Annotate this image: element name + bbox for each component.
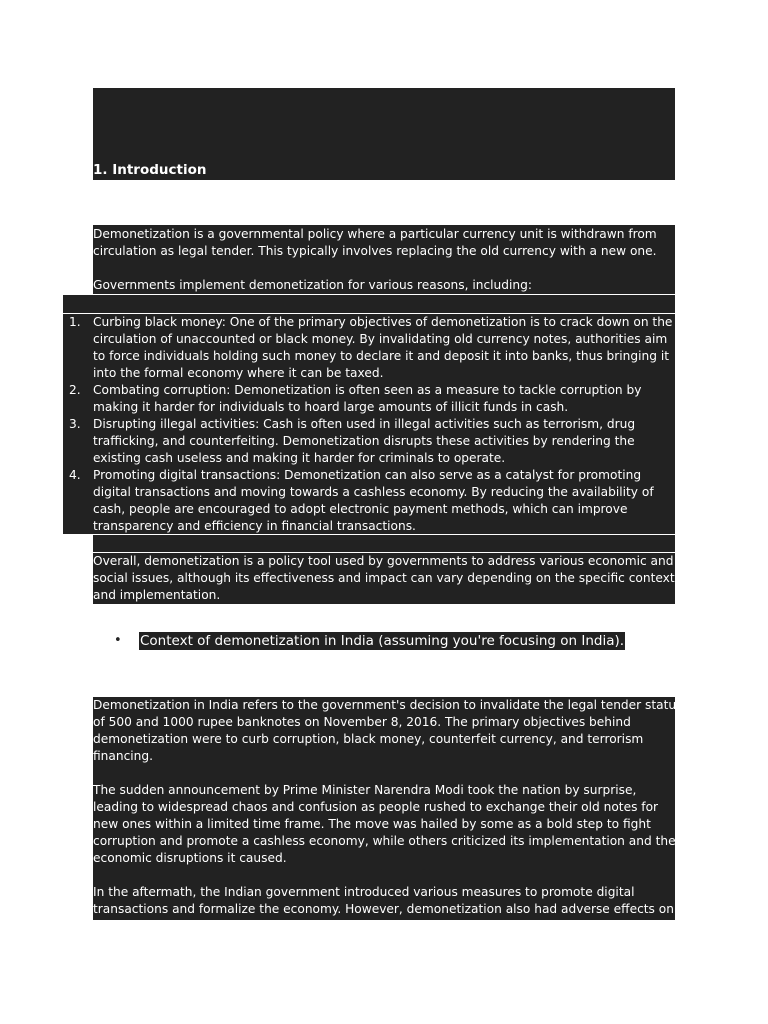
india-paragraph: Demonetization in India refers to the government's decision to invalidate the legal tender status of 500 and 1000 rupee banknotes on November 8, 2016. The primary objectives behind demonetization were to curb corruption, black money, counterfeit currency, and terrorism financing.	[93, 698, 683, 763]
list-item	[63, 467, 678, 535]
list-item-text: Promoting digital transactions: Demonetization can also serve as a catalyst for promoting digital transactions and moving towards a cashless economy. By reducing the availability of cash, people are encouraged to adopt electronic payment methods, which can improve transparency and efficiency in financial transactions.	[93, 468, 654, 533]
overall-paragraph: Overall, demonetization is a policy tool used by governments to address various economic and social issues, although its effectiveness and impact can vary depending on the specific context and implementation.	[93, 554, 675, 602]
list-item-text: Curbing black money: One of the primary objectives of demonetization is to crack down on the circulation of unaccounted or black money. By invalidating old currency notes, authorities aim to force individuals holding such money to declare it and deposit it into banks, thus bringing it into the formal economy where it can be taxed.	[93, 315, 673, 380]
reasons-list	[63, 314, 678, 535]
context-bullet-item: Context of demonetization in India (assuming you're focusing on India).	[140, 633, 625, 649]
bullet-icon: •	[114, 633, 122, 648]
list-number: 3.	[69, 417, 81, 431]
list-number: 1.	[69, 315, 81, 329]
list-item	[63, 314, 678, 382]
list-item-text: Disrupting illegal activities: Cash is often used in illegal activities such as terrorism, drug trafficking, and counterfeiting. Demonetization disrupts these activities by rendering the existing cash useless and making it harder for criminals to operate.	[93, 417, 636, 465]
list-number: 4.	[69, 468, 81, 482]
list-number: 2.	[69, 383, 81, 397]
list-item	[63, 416, 678, 467]
list-item-text: Combating corruption: Demonetization is often seen as a measure to tackle corruption by making it harder for individuals to hoard large amounts of illicit funds in cash.	[93, 383, 642, 414]
separator-strip	[63, 295, 675, 313]
separator-strip	[93, 535, 675, 552]
intro-paragraph: Demonetization is a governmental policy where a particular currency unit is withdrawn from circulation as legal tender. This typically involves replacing the old currency with a new one.	[93, 227, 657, 258]
section-heading: 1. Introduction	[93, 162, 207, 178]
india-paragraph: In the aftermath, the Indian government introduced various measures to promote digital transactions and formalize the economy. However, demonetization also had adverse effects on	[93, 885, 674, 916]
list-item	[63, 382, 678, 416]
india-section	[93, 697, 683, 920]
reasons-lead-in: Governments implement demonetization for various reasons, including:	[93, 278, 532, 292]
india-paragraph: The sudden announcement by Prime Minister Narendra Modi took the nation by surprise, leading to widespread chaos and confusion as people rushed to exchange their old notes for new ones within a limited time frame. The move was hailed by some as a bold step to fight corruption and promote a cashless economy, while others criticized its implementation and the economic disruptions it caused.	[93, 783, 676, 865]
